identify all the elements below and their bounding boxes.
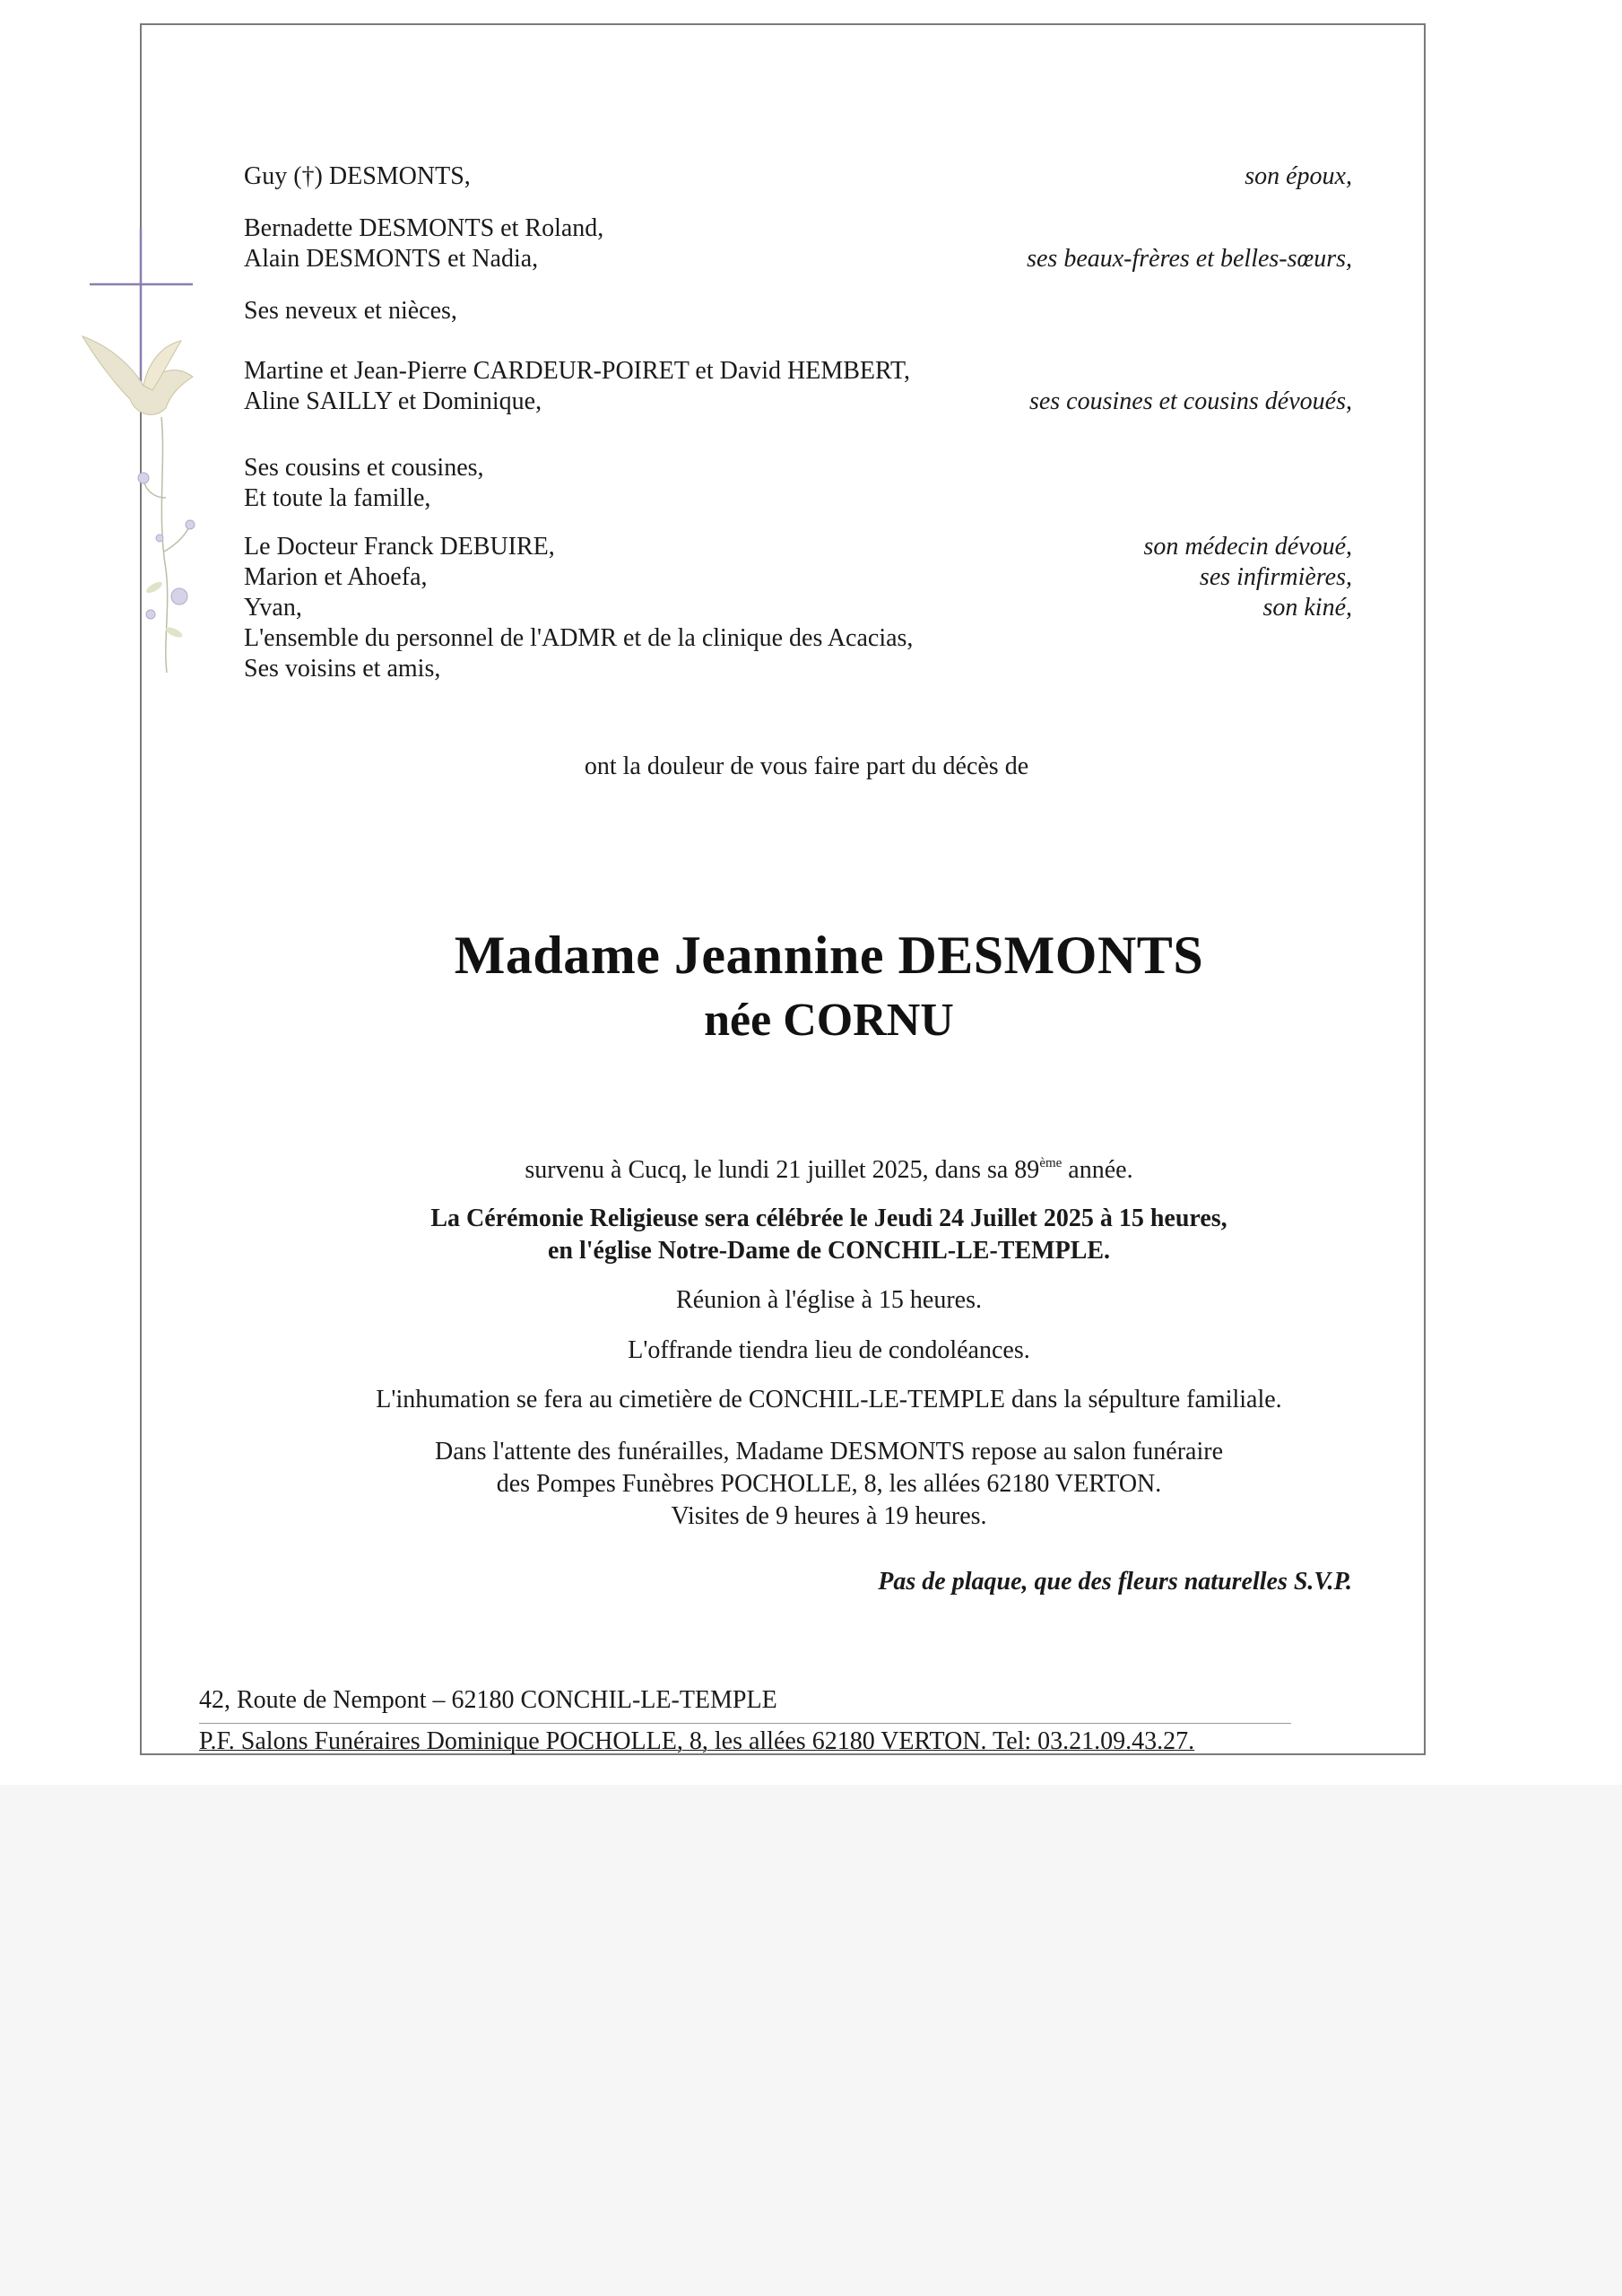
family-name-line: Yvan, (244, 594, 302, 622)
family-name-line: Et toute la famille, (244, 484, 431, 512)
family-name-line: Martine et Jean-Pierre CARDEUR-POIRET et David HEMBERT, (244, 357, 911, 385)
reunion-text: Réunion à l'église à 15 heures. (676, 1286, 982, 1314)
death-details (18, 1155, 1622, 1186)
ceremony-line: La Cérémonie Religieuse sera célébrée le Jeudi 24 Juillet 2025 à 15 heures, (430, 1205, 1227, 1232)
family-name-line: L'ensemble du personnel de l'ADMR et de la clinique des Acacias, (244, 624, 914, 652)
wake-line: des Pompes Funèbres POCHOLLE, 8, les allées 62180 VERTON. (496, 1470, 1162, 1498)
wake-line: Dans l'attente des funérailles, Madame DESMONTS repose au salon funéraire (435, 1438, 1223, 1465)
cross-dove-flower-ornament (81, 229, 197, 677)
relation-line: ses infirmières, (1199, 563, 1352, 591)
family-name-line: Alain DESMONTS et Nadia, (244, 245, 539, 273)
burial-text: L'inhumation se fera au cimetière de CONCHIL-LE-TEMPLE dans la sépulture familiale. (376, 1386, 1282, 1413)
flower-stem-icon (143, 417, 190, 673)
relation-line: son médecin dévoué, (1143, 533, 1352, 561)
relation-line: son kiné, (1262, 594, 1352, 622)
announcement-text: ont la douleur de vous faire part du décès de (584, 752, 1029, 780)
scan-background (0, 1785, 1622, 2296)
family-name-line: Bernadette DESMONTS et Roland, (244, 214, 604, 242)
footer-divider (199, 1723, 1291, 1724)
deceased-name: Madame Jeannine DESMONTS (454, 926, 1204, 985)
family-name-line: Marion et Ahoefa, (244, 563, 428, 591)
deceased-birth-name: née CORNU (704, 995, 954, 1046)
flowers-note: Pas de plaque, que des fleurs naturelles S.V.P. (878, 1568, 1352, 1596)
family-name-line: Le Docteur Franck DEBUIRE, (244, 533, 555, 561)
relation-line: ses beaux-frères et belles-sœurs, (1027, 245, 1352, 273)
footer-funeral-home: P.F. Salons Funéraires Dominique POCHOLLE, 8, les allées 62180 VERTON. Tel: 03.21.09.43.27. (199, 1727, 1195, 1755)
footer-address: 42, Route de Nempont – 62180 CONCHIL-LE-TEMPLE (199, 1686, 777, 1714)
family-name-line: Aline SAILLY et Dominique, (244, 387, 542, 415)
family-name-line: Ses voisins et amis, (244, 655, 441, 683)
ceremony-line: en l'église Notre-Dame de CONCHIL-LE-TEMPLE. (547, 1237, 1111, 1265)
death-text-end: année. (1062, 1156, 1133, 1184)
relation-line: ses cousines et cousins dévoués, (1028, 387, 1352, 415)
wake-line: Visites de 9 heures à 19 heures. (671, 1502, 987, 1530)
relation-line: son époux, (1245, 162, 1352, 190)
family-name-line: Guy (†) DESMONTS, (244, 162, 471, 190)
family-name-line: Ses neveux et nièces, (244, 297, 457, 325)
family-name-line: Ses cousins et cousines, (244, 454, 484, 482)
death-text: survenu à Cucq, le lundi 21 juillet 2025, dans sa 89 (525, 1156, 1040, 1184)
ordinal-suffix: ème (1039, 1156, 1063, 1170)
dove-icon (82, 336, 193, 414)
offering-text: L'offrande tiendra lieu de condoléances. (628, 1336, 1030, 1364)
